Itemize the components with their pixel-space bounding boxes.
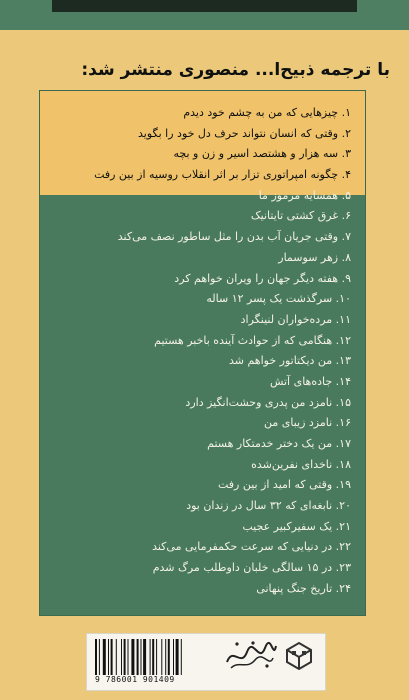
book-title-item: ۳. سه هزار و هشتصد اسیر و زن و بچه: [173, 147, 351, 161]
book-title-list: [41, 103, 351, 600]
book-title-item: ۱. چیزهایی که من به چشم خود دیدم: [183, 106, 351, 119]
publisher-logo-icon: [284, 640, 314, 670]
top-dark-strip: [52, 0, 357, 12]
book-title-item: ۱۵. نامزد من پدری وحشت‌انگیز دارد: [185, 395, 351, 409]
book-title-item: ۱۳. من دیکتاتور خواهم شد: [229, 354, 351, 368]
publisher-calligraphy-logo: [223, 638, 279, 672]
book-title-item: ۵. همسایه مرموز ما: [258, 188, 351, 202]
book-title-item: ۱۰. سرگذشت یک پسر ۱۲ ساله: [206, 292, 351, 306]
barcode-icon: [95, 639, 215, 675]
isbn-number: 9 786001 901409: [95, 675, 175, 684]
book-title-item: ۲۱. یک سفیرکبیر عجیب: [242, 519, 351, 533]
book-title-item: ۴. چگونه امپراتوری تزار بر اثر انقلاب روسیه از بین رفت: [94, 168, 351, 182]
book-title-item: ۷. وقتی جریان آب بدن را مثل ساطور نصف می‌کند: [117, 230, 351, 244]
book-title-item: ۱۱. مرده‌خواران لنینگراد: [240, 312, 351, 326]
book-title-item: ۸. زهر سوسمار: [278, 250, 351, 264]
book-title-item: ۲. وقتی که انسان نتواند حرف دل خود را بگوید: [138, 126, 351, 140]
book-title-item: ۲۲. در دنیایی که سرعت حکمفرمایی می‌کند: [152, 540, 351, 554]
page-heading: با ترجمه ذبیح‌ا... منصوری منتشر شد:: [81, 60, 390, 80]
book-title-item: ۱۸. ناخدای نفرین‌شده: [251, 457, 351, 471]
book-title-item: ۶. غرق کشتی تایتانیک: [250, 209, 351, 223]
book-title-item: ۱۴. جاده‌های آتش: [269, 374, 351, 388]
top-color-band: [0, 0, 409, 30]
book-title-item: ۲۴. تاریخ جنگ پنهانی: [256, 581, 351, 595]
book-title-item: ۱۶. نامزد زیبای من: [263, 416, 351, 430]
book-title-item: ۹. هفته دیگر جهان را ویران خواهم کرد: [174, 271, 351, 285]
book-title-item: ۲۰. نابغه‌ای که ۳۲ سال در زندان بود: [186, 499, 351, 513]
book-list-panel: [39, 90, 366, 616]
book-title-item: ۱۲. هنگامی که از حوادث آینده باخبر هستیم: [154, 333, 351, 347]
book-title-item: ۱۷. من یک دختر خدمتکار هستم: [207, 437, 351, 450]
book-title-item: ۱۹. وقتی که امید از بین رفت: [217, 478, 351, 492]
publisher-footer: [86, 633, 326, 691]
book-title-item: ۲۳. در ۱۵ سالگی خلبان داوطلب مرگ شدم: [152, 561, 351, 575]
